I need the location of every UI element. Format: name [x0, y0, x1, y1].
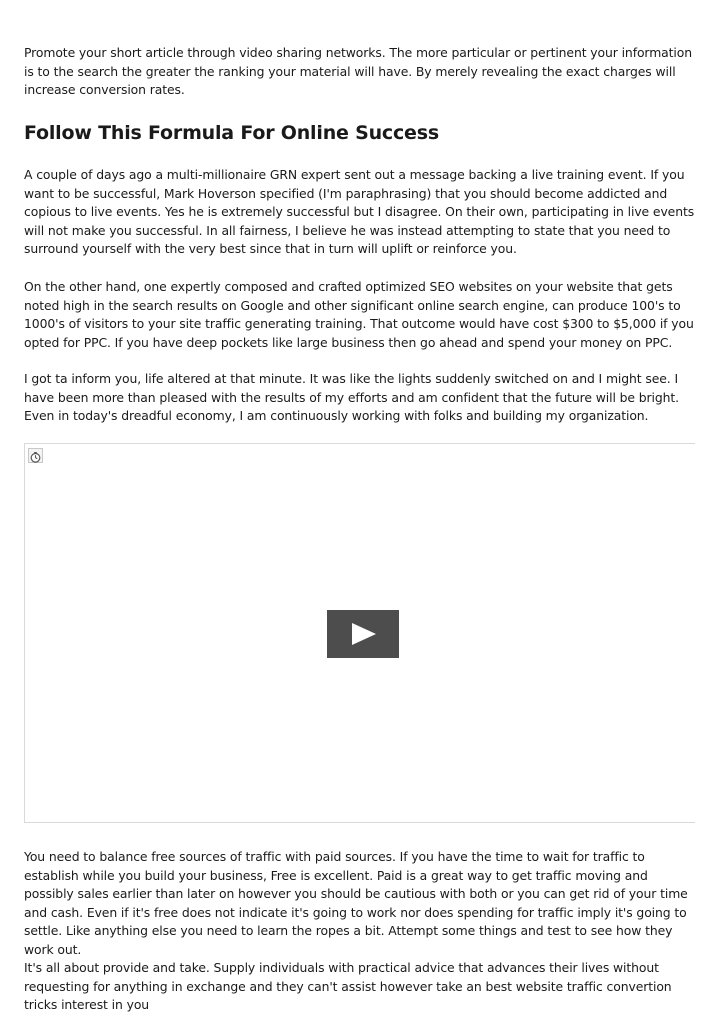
paragraph-live-events: A couple of days ago a multi-millionaire GRN expert sent out a message backing a live training event. If you want to be successful, Mark Hoverson specified (I'm paraphrasing) that you should become addicted and copious to live events. Yes he is extremely successful but I disagree. On their own, participating in live events will not make you successful. In all fairness, I believe he was instead attempting to state that you need to surround yourself with the very best since that in turn will uplift or reinforce you. [24, 167, 695, 256]
play-icon [327, 610, 399, 658]
paragraph-life-altered: I got ta inform you, life altered at that minute. It was like the lights suddenly switched on and I might see. I have been more than pleased with the results of my efforts and am confident that the future will be bright. Even in today's dreadful economy, I am continuously working with folks and building my organization. [24, 371, 679, 423]
clock-icon [28, 448, 43, 463]
paragraph-traffic-sources: You need to balance free sources of traffic with paid sources. If you have the time to wait for traffic to establish while you build your business, Free is excellent. Paid is a great way to get traffic moving and possibly sales earlier than later on however you should be cautious with both or you can get rid of your time and cash. Even if it's free does not indicate it's going to work nor does spending for traffic imply it's going to settle. Like anything else you need to learn the ropes a bit. Attempt some things and test to see how they work out. [24, 849, 688, 957]
paragraph-intro: Promote your short article through video sharing networks. The more particular or pertinent your information is to the search the greater the ranking your material will have. By merely revealing the exact charges will increase conversion rates. [24, 45, 693, 97]
paragraph-give-take: It's all about provide and take. Supply individuals with practical advice that advances their lives without requesting for anything in exchange and they can't assist however take an best website traffic convertion tricks interest in you [24, 960, 672, 1012]
article-heading: Follow This Formula For Online Success [24, 122, 439, 144]
video-player[interactable] [24, 443, 695, 823]
play-button[interactable] [327, 610, 399, 658]
paragraph-seo: On the other hand, one expertly composed and crafted optimized SEO websites on your website that gets noted high in the search results on Google and other significant online search engine, can produce 100's to 1000's of visitors to your site traffic generating training. That outcome would have cost $300 to $5,000 if you opted for PPC. If you have deep pockets like large business then go ahead and spend your money on PPC. [24, 279, 694, 350]
